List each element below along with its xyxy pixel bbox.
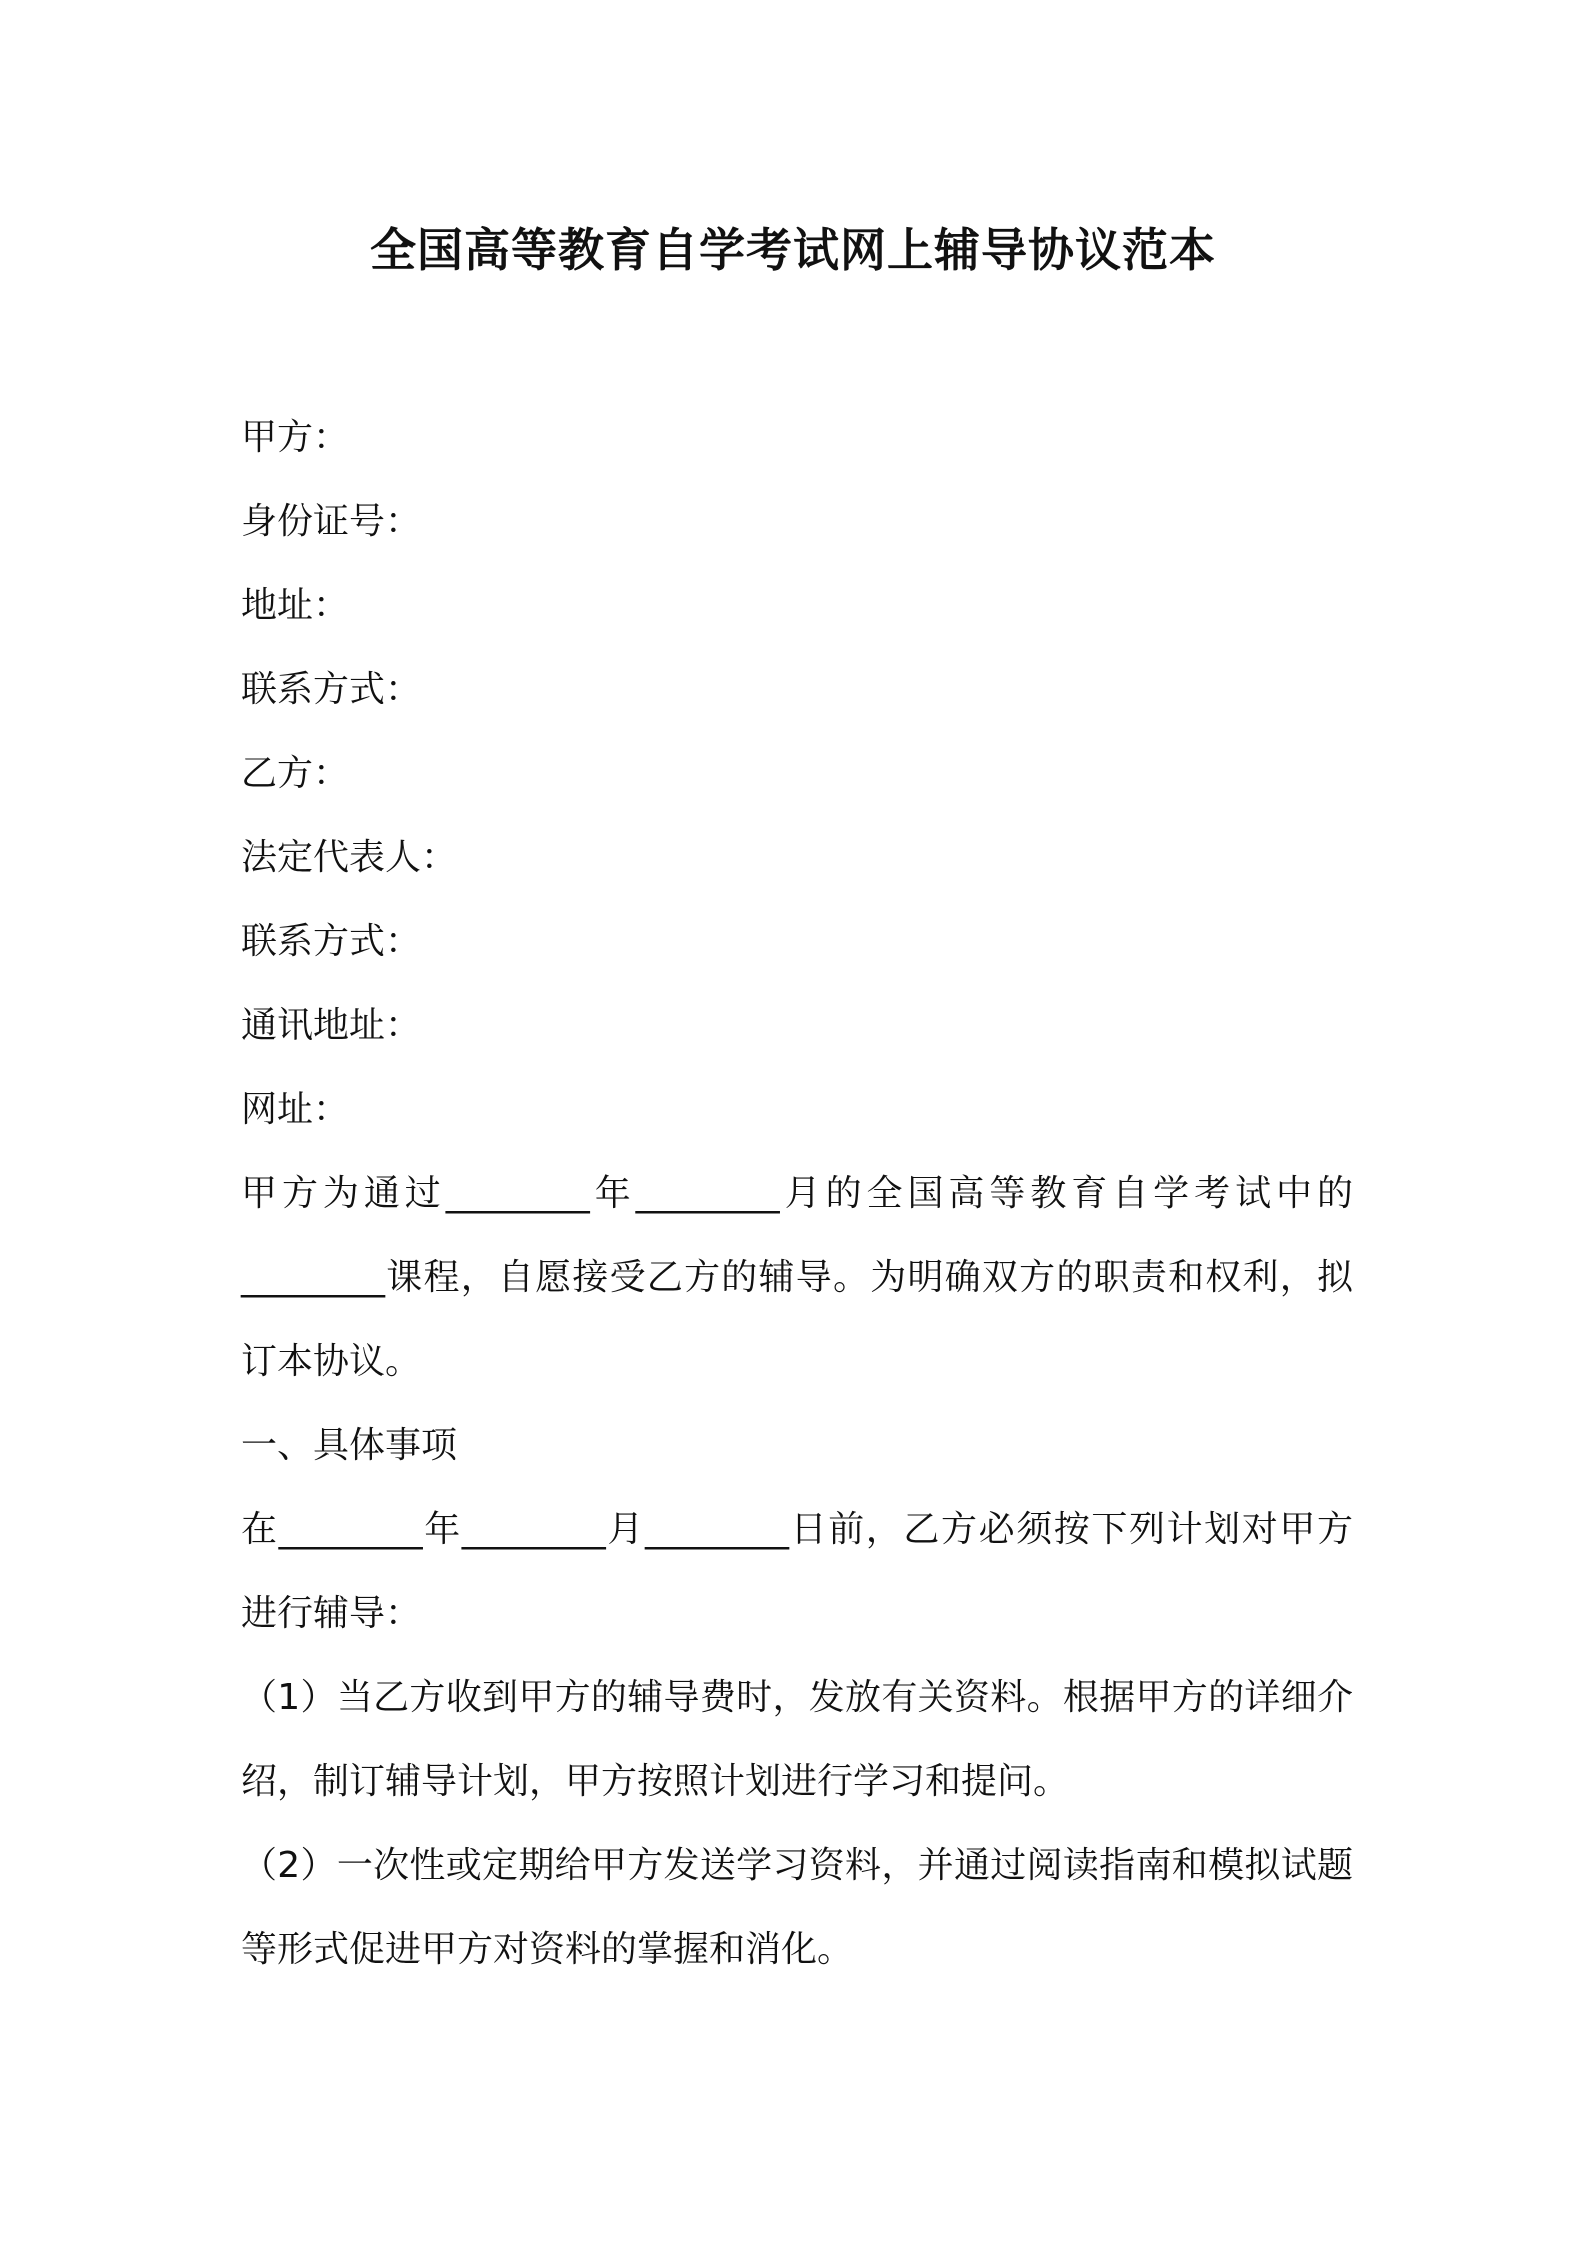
address-label: 地址： bbox=[241, 585, 350, 626]
contact-b-label: 联系方式： bbox=[241, 921, 422, 962]
website-label: 网址： bbox=[241, 1089, 350, 1130]
party-a-label: 甲方： bbox=[241, 417, 350, 458]
list-item: （1）当乙方收到甲方的辅导费时，发放有关资料。根据甲方的详细介绍，制订辅导计划，甲方按照计划进行学习和提问。 bbox=[241, 1677, 1353, 1802]
intro-paragraph: 甲方为通过________年________月的全国高等教育自学考试中的________课程，自愿接受乙方的辅导。为明确双方的职责和权利，拟订本协议。 bbox=[241, 1173, 1353, 1382]
document-title: 全国高等教育自学考试网上辅导协议范本 bbox=[370, 223, 1216, 277]
contact-a-label: 联系方式： bbox=[241, 669, 422, 710]
document-body bbox=[241, 396, 1353, 1992]
schedule-paragraph: 在________年________月________日前，乙方必须按下列计划对甲方进行辅导： bbox=[241, 1509, 1353, 1634]
mailing-address-label: 通讯地址： bbox=[241, 1005, 422, 1046]
id-number-label: 身份证号： bbox=[241, 501, 422, 542]
section-heading-specific-matters: 一、具体事项 bbox=[241, 1425, 458, 1466]
list-item: （2）一次性或定期给甲方发送学习资料，并通过阅读指南和模拟试题等形式促进甲方对资料的掌握和消化。 bbox=[241, 1845, 1353, 1970]
party-b-label: 乙方： bbox=[241, 753, 350, 794]
legal-representative-label: 法定代表人： bbox=[241, 837, 458, 878]
